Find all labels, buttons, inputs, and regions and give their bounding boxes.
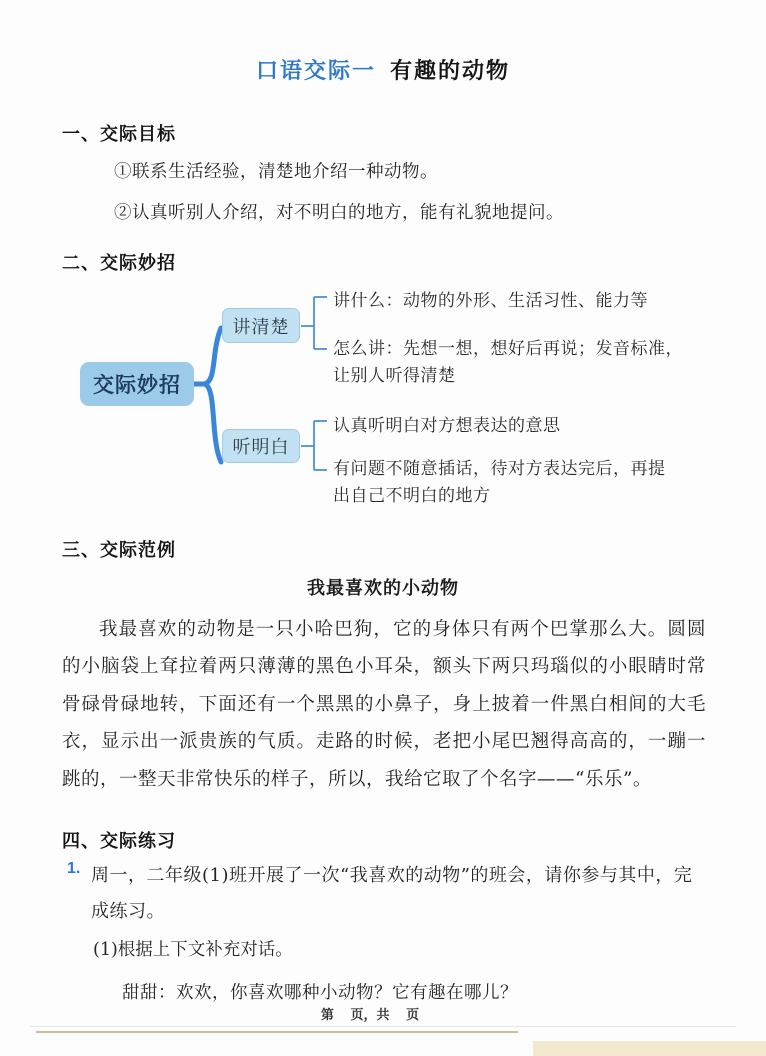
branch2-item-2: 有问题不随意插话，待对方表达完后，再提出自己不明白的地方 xyxy=(333,459,666,506)
section1-heading: 一、交际目标 xyxy=(62,124,176,144)
bottom-right-page-edge xyxy=(533,1041,766,1056)
footer-rule-tan xyxy=(36,1031,518,1033)
section3-heading: 三、交际范例 xyxy=(62,540,176,560)
footer-rule-light xyxy=(30,1026,736,1027)
section4-heading: 四、交际练习 xyxy=(62,831,176,851)
page-title xyxy=(0,54,766,85)
mindmap-root-node: 交际妙招 xyxy=(80,362,194,406)
goal-item-2: ②认真听别人介绍，对不明白的地方，能有礼貌地提问。 xyxy=(114,203,564,223)
mindmap-branch-listen-well: 听明白 xyxy=(222,429,300,463)
mindmap-branch-speak-clearly: 讲清楚 xyxy=(222,308,300,343)
branch1-item-2: 怎么讲：先想一想，想好后再说；发音标准，让别人听得清楚 xyxy=(333,339,683,386)
page-title-topic: 有趣的动物 xyxy=(390,58,511,83)
branch2-item-1: 认真听明白对方想表达的意思 xyxy=(333,416,561,436)
footer-page-label: 第 页，共 页 xyxy=(320,1007,420,1022)
exercise1-sub-question: (1)根据上下文补充对话。 xyxy=(93,940,293,960)
page-title-lesson: 口语交际一 xyxy=(255,58,376,83)
branch1-bracket xyxy=(301,297,327,349)
dialogue-line: 甜甜：欢欢，你喜欢哪种小动物？它有趣在哪儿？ xyxy=(122,983,518,1003)
example-title: 我最喜欢的小动物 xyxy=(307,578,459,599)
example-body: 我最喜欢的动物是一只小哈巴狗，它的身体只有两个巴掌那么大。圆圆的小脑袋上耷拉着两只薄薄的黑色小耳朵，额头下两只玛瑙似的小眼睛时常骨碌骨碌地转，下面还有一个黑黑的小鼻子，身上披着一件黑白相间的大毛衣，显示出一派贵族的气质。走路的时候，老把小尾巴翘得高高的，一蹦一跳的，一整天非常快乐的样子，所以，我给它取了个名字——“乐乐”。 xyxy=(62,619,706,790)
goal-item-1: ①联系生活经验，清楚地介绍一种动物。 xyxy=(114,162,438,182)
root-brace xyxy=(194,328,221,462)
exercise1-text: 周一，二年级(1)班开展了一次“我喜欢的动物”的班会，请你参与其中，完成练习。 xyxy=(91,865,693,922)
branch2-bracket xyxy=(301,421,327,470)
section2-heading: 二、交际妙招 xyxy=(62,253,176,273)
exercise1-number: 1. xyxy=(67,860,81,877)
branch1-item-1: 讲什么：动物的外形、生活习性、能力等 xyxy=(333,291,648,311)
